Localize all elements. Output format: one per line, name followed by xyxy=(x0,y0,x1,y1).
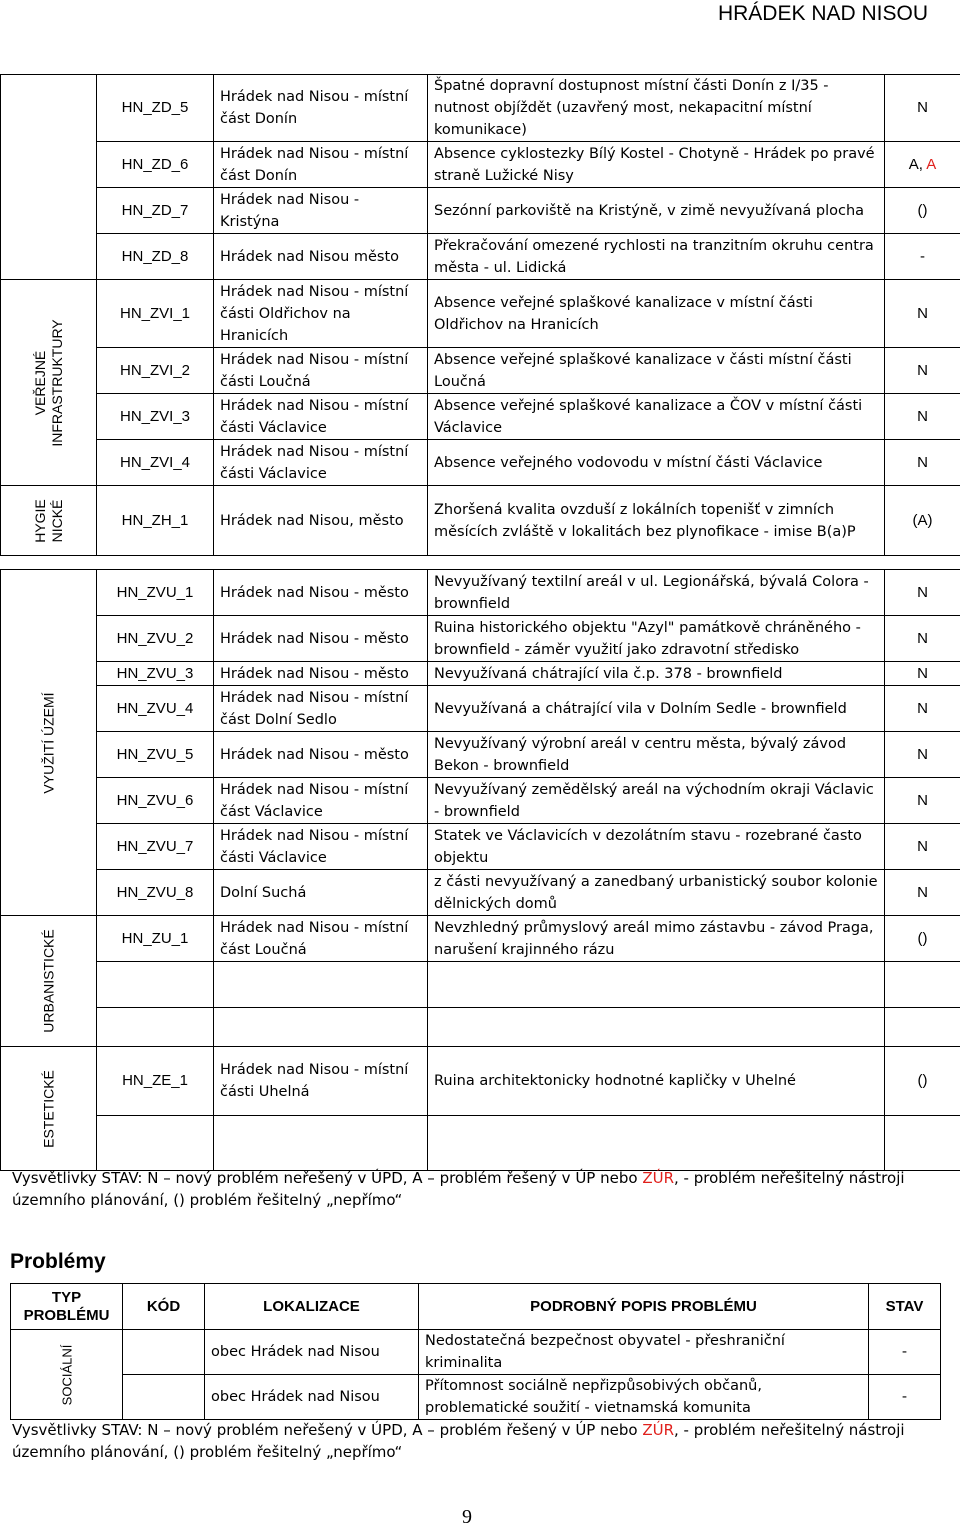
row-status: N xyxy=(885,662,960,686)
row-description: Absence veřejné splaškové kanalizace v místní části Oldřichov na Hranicích xyxy=(428,280,885,348)
row-description: Sezónní parkoviště na Kristýně, v zimě nevyužívaná plocha xyxy=(428,188,885,234)
category-label-estet: ESTETICKÉ xyxy=(40,1069,56,1148)
row-location: Hrádek nad Nisou - místní část Dolní Sedlo xyxy=(214,686,428,732)
row-code-empty xyxy=(123,1375,205,1420)
row-status: N xyxy=(885,686,960,732)
row-status: N xyxy=(885,616,960,662)
section-title-problemy: Problémy xyxy=(10,1250,106,1273)
page-header-title: HRÁDEK NAD NISOU xyxy=(717,2,928,25)
table-row xyxy=(1,824,960,870)
row-location: obec Hrádek nad Nisou xyxy=(205,1375,419,1420)
row-code: HN_ZD_7 xyxy=(97,188,214,234)
table-row xyxy=(1,1047,960,1116)
row-description: Nevyužívaný textilní areál v ul. Legionářská, bývalá Colora - brownfield xyxy=(428,570,885,616)
row-code: HN_ZVU_8 xyxy=(97,870,214,916)
category-cell-vyuziti xyxy=(1,570,97,916)
row-status: (A) xyxy=(885,486,960,556)
row-location: Hrádek nad Nisou, město xyxy=(214,486,428,556)
row-status xyxy=(885,142,960,188)
row-status: () xyxy=(885,916,960,962)
row-status: - xyxy=(869,1375,941,1420)
row-status: - xyxy=(885,234,960,280)
row-location: Hrádek nad Nisou - místní části Uhelná xyxy=(214,1047,428,1116)
row-location: Hrádek nad Nisou - místní část Donín xyxy=(214,142,428,188)
row-description: Špatné dopravní dostupnost místní části Donín z I/35 - nutnost objíždět (uzavřený most, nekapacitní místní komunikace) xyxy=(428,75,885,142)
row-code: HN_ZD_8 xyxy=(97,234,214,280)
category-label-verejne: VEŘEJNÉ INFRASTRUKTURY xyxy=(31,318,65,447)
category-cell-estet xyxy=(1,1047,97,1171)
row-status: N xyxy=(885,75,960,142)
row-description: Statek ve Václavicích v dezolátním stavu - rozebrané často objektu xyxy=(428,824,885,870)
row-code: HN_ZVI_1 xyxy=(97,280,214,348)
category-empty-cell xyxy=(1,75,97,280)
table-row-empty xyxy=(1,962,960,1008)
row-status: N xyxy=(885,440,960,486)
legend-zur: ZÚR xyxy=(642,1421,675,1439)
category-label-vyuziti: VYUŽITÍ ÚZEMÍ xyxy=(40,691,56,794)
table-row xyxy=(1,570,960,616)
row-code: HN_ZVU_3 xyxy=(97,662,214,686)
legend-note-2 xyxy=(12,1419,932,1463)
row-description: Absence cyklostezky Bílý Kostel - Chotyně - Hrádek po pravé straně Lužické Nisy xyxy=(428,142,885,188)
row-location: Hrádek nad Nisou - místní část Loučná xyxy=(214,916,428,962)
table-row-empty xyxy=(1,1116,960,1171)
row-code: HN_ZVU_7 xyxy=(97,824,214,870)
row-code: HN_ZVU_2 xyxy=(97,616,214,662)
row-description: Překračování omezené rychlosti na tranzitním okruhu centra města - ul. Lidická xyxy=(428,234,885,280)
section-gap xyxy=(1,556,960,570)
table-row xyxy=(11,1330,941,1375)
row-location: Hrádek nad Nisou - místní části Václavice xyxy=(214,440,428,486)
row-description: Nevyužívaná chátrající vila č.p. 378 - brownfield xyxy=(428,662,885,686)
row-status: N xyxy=(885,280,960,348)
table-row-empty xyxy=(1,1008,960,1047)
legend-text-2: , - problém neřešitelný nástroji územního plánování, () problém řešitelný „nepřímo“ xyxy=(12,1421,905,1461)
row-code: HN_ZVI_4 xyxy=(97,440,214,486)
row-description: Nevyužívaná a chátrající vila v Dolním Sedle - brownfield xyxy=(428,686,885,732)
category-label-socialni: SOCIÁLNÍ xyxy=(59,1344,74,1405)
row-code: HN_ZD_6 xyxy=(97,142,214,188)
table-row xyxy=(1,280,960,348)
row-status: N xyxy=(885,394,960,440)
legend-zur: ZÚR xyxy=(642,1169,675,1187)
row-location: Hrádek nad Nisou - Kristýna xyxy=(214,188,428,234)
table-row xyxy=(1,916,960,962)
row-code: HN_ZU_1 xyxy=(97,916,214,962)
row-description: Ruina architektonicky hodnotné kapličky v Uhelné xyxy=(428,1047,885,1116)
table-row xyxy=(1,348,960,394)
legend-text-1: Vysvětlivky STAV: N – nový problém neřešený v ÚPD, A – problém řešený v ÚP nebo xyxy=(12,1169,638,1187)
category-label-hygie: HYGIE NICKÉ xyxy=(31,498,65,543)
row-location: Hrádek nad Nisou - místní části Václavice xyxy=(214,824,428,870)
row-description: Ruina historického objektu "Azyl" památkově chráněného - brownfield - záměr využití jako zdravotní středisko xyxy=(428,616,885,662)
row-location: Hrádek nad Nisou - město xyxy=(214,570,428,616)
table-row xyxy=(1,616,960,662)
row-status: N xyxy=(885,778,960,824)
row-code: HN_ZVI_2 xyxy=(97,348,214,394)
header-typ: TYP PROBLÉMU xyxy=(11,1284,123,1330)
row-description: Nevyužívaný zemědělský areál na východním okraji Václavic - brownfield xyxy=(428,778,885,824)
category-cell-socialni xyxy=(11,1330,123,1420)
row-code-empty xyxy=(123,1330,205,1375)
row-location: Hrádek nad Nisou - město xyxy=(214,732,428,778)
status-a: A, xyxy=(908,155,923,173)
page-number: 9 xyxy=(462,1506,472,1528)
row-status: () xyxy=(885,188,960,234)
row-status: N xyxy=(885,732,960,778)
category-cell-verejne xyxy=(1,280,97,486)
row-description: Nevyužívaný výrobní areál v centru města, bývalý závod Bekon - brownfield xyxy=(428,732,885,778)
social-problems-table xyxy=(10,1283,941,1420)
table-row xyxy=(1,870,960,916)
table-header-row xyxy=(11,1284,941,1330)
row-description: Zhoršená kvalita ovzduší z lokálních topenišť v zimních měsících zvláště v lokalitách bez plynofikace - imise B(a)P xyxy=(428,486,885,556)
row-location: Hrádek nad Nisou - místní části Loučná xyxy=(214,348,428,394)
table-row xyxy=(1,732,960,778)
row-location: Hrádek nad Nisou - místní části Václavice xyxy=(214,394,428,440)
row-code: HN_ZVI_3 xyxy=(97,394,214,440)
row-code: HN_ZE_1 xyxy=(97,1047,214,1116)
row-status: () xyxy=(885,1047,960,1116)
row-code: HN_ZVU_5 xyxy=(97,732,214,778)
row-location: Hrádek nad Nisou - místní části Oldřichov na Hranicích xyxy=(214,280,428,348)
table-row xyxy=(1,188,960,234)
category-cell-urban xyxy=(1,916,97,1047)
row-status: N xyxy=(885,570,960,616)
row-status: N xyxy=(885,870,960,916)
problems-table xyxy=(0,74,960,1171)
table-row xyxy=(11,1375,941,1420)
row-description: Absence veřejné splaškové kanalizace v části místní části Loučná xyxy=(428,348,885,394)
row-code: HN_ZVU_4 xyxy=(97,686,214,732)
row-location: Hrádek nad Nisou město xyxy=(214,234,428,280)
status-a-red: A xyxy=(926,155,937,173)
header-lokalizace: LOKALIZACE xyxy=(205,1284,419,1330)
table-row xyxy=(1,394,960,440)
row-code: HN_ZVU_1 xyxy=(97,570,214,616)
row-description: Nevzhledný průmyslový areál mimo zástavbu - závod Praga, narušení krajinného rázu xyxy=(428,916,885,962)
table-row xyxy=(1,440,960,486)
row-location: Dolní Suchá xyxy=(214,870,428,916)
table-row xyxy=(1,234,960,280)
row-status: N xyxy=(885,824,960,870)
header-popis: PODROBNÝ POPIS PROBLÉMU xyxy=(419,1284,869,1330)
table-row xyxy=(1,486,960,556)
legend-text-2: , - problém neřešitelný nástroji územního plánování, () problém řešitelný „nepřímo“ xyxy=(12,1169,905,1209)
row-location: obec Hrádek nad Nisou xyxy=(205,1330,419,1375)
row-description: Nedostatečná bezpečnost obyvatel - přeshraniční kriminalita xyxy=(419,1330,869,1375)
row-description: Přítomnost sociálně nepřizpůsobivých občanů, problematické soužití - vietnamská komunita xyxy=(419,1375,869,1420)
row-status: - xyxy=(869,1330,941,1375)
row-code: HN_ZD_5 xyxy=(97,75,214,142)
legend-text-1: Vysvětlivky STAV: N – nový problém neřešený v ÚPD, A – problém řešený v ÚP nebo xyxy=(12,1421,638,1439)
category-label-urban: URBANISTICKÉ xyxy=(40,929,56,1033)
table-row xyxy=(1,142,960,188)
header-stav: STAV xyxy=(869,1284,941,1330)
table-row xyxy=(1,778,960,824)
row-status: N xyxy=(885,348,960,394)
table-row xyxy=(1,662,960,686)
row-location: Hrádek nad Nisou - místní část Václavice xyxy=(214,778,428,824)
table-row xyxy=(1,686,960,732)
row-code: HN_ZH_1 xyxy=(97,486,214,556)
category-cell-hygie xyxy=(1,486,97,556)
row-code: HN_ZVU_6 xyxy=(97,778,214,824)
row-description: z části nevyužívaný a zanedbaný urbanistický soubor kolonie dělnických domů xyxy=(428,870,885,916)
table-row xyxy=(1,75,960,142)
row-location: Hrádek nad Nisou - město xyxy=(214,662,428,686)
row-description: Absence veřejného vodovodu v místní části Václavice xyxy=(428,440,885,486)
legend-note xyxy=(12,1167,932,1211)
row-description: Absence veřejné splaškové kanalizace a ČOV v místní části Václavice xyxy=(428,394,885,440)
row-location: Hrádek nad Nisou - místní část Donín xyxy=(214,75,428,142)
row-location: Hrádek nad Nisou - město xyxy=(214,616,428,662)
header-kod: KÓD xyxy=(123,1284,205,1330)
